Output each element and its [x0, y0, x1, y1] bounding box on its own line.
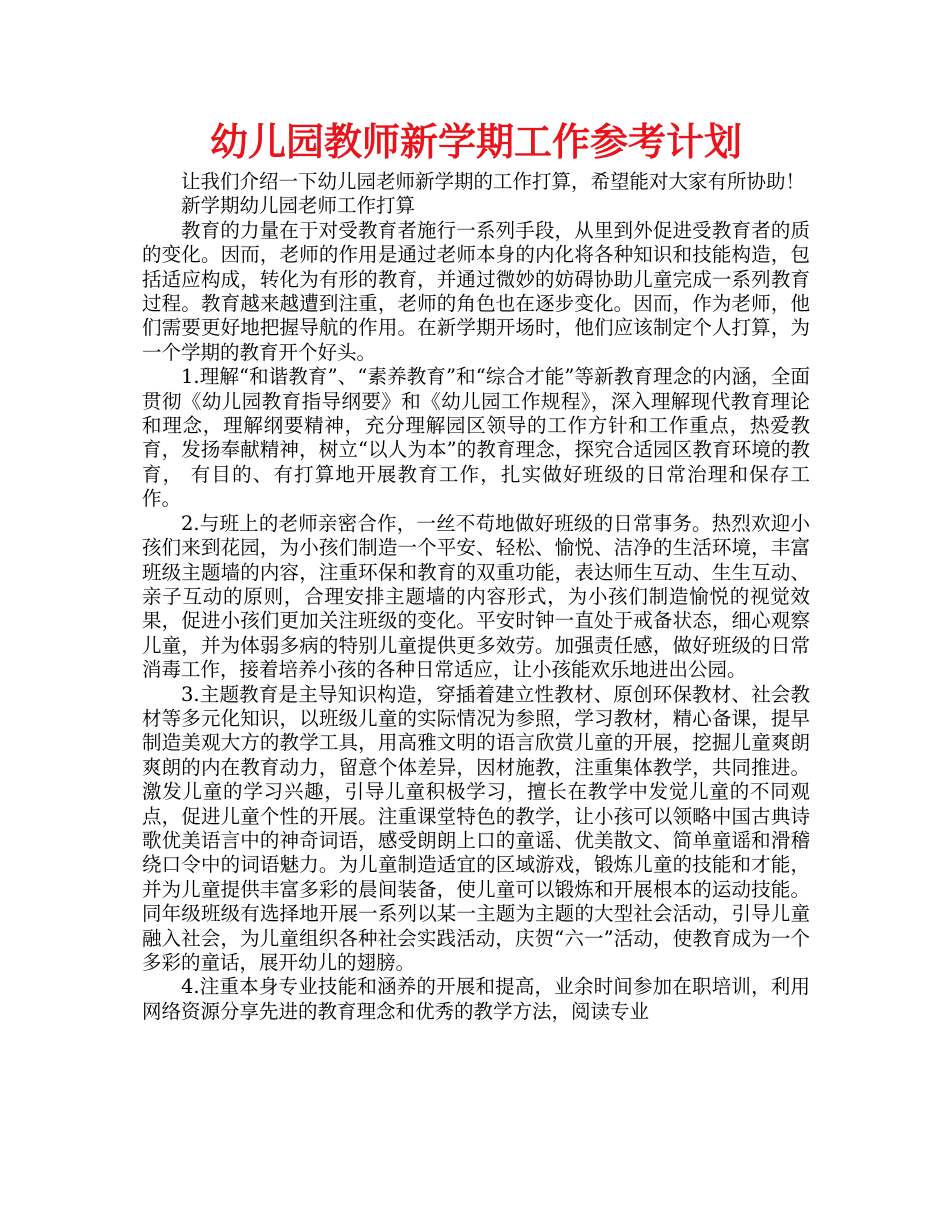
numbered-paragraph-1: 1.理解“和谐教育”、“素养教育”和“综合才能”等新教育理念的内涵，全面贯彻《幼儿园教育指导纲要》和《幼儿园工作规程》，深入理解现代教育理论和理念，理解纲要精神，充分理解园区领导的工作方针和工作重点，热爱教育，发扬奉献精神，树立“以人为本”的教育理念，探究合适园区教育环境的教育， 有目的、有打算地开展教育工作，扎实做好班级的日常治理和保存工作。	[142, 365, 810, 511]
numbered-paragraph-2: 2.与班上的老师亲密合作，一丝不苟地做好班级的日常事务。热烈欢迎小孩们来到花园，为小孩们制造一个平安、轻松、愉悦、洁净的生活环境，丰富班级主题墙的内容，注重环保和教育的双重功能，表达师生互动、生生互动、亲子互动的原则，合理安排主题墙的内容形式，为小孩们制造愉悦的视觉效果，促进小孩们更加关注班级的变化。平安时钟一直处于戒备状态，细心观察儿童，并为体弱多病的特别儿童提供更多效劳。加强责任感，做好班级的日常消毒工作，接着培养小孩的各种日常适应，让小孩能欢乐地进出公园。	[142, 511, 810, 682]
numbered-paragraph-4: 4.注重本身专业技能和涵养的开展和提高，业余时间参加在职培训，利用网络资源分享先进的教育理念和优秀的教学方法，阅读专业	[142, 975, 810, 1023]
numbered-paragraph-3: 3.主题教育是主导知识构造，穿插着建立性教材、原创环保教材、社会教材等多元化知识，以班级儿童的实际情况为参照，学习教材，精心备课，提早制造美观大方的教学工具，用高雅文明的语言欣赏儿童的开展，挖掘儿童爽朗爽朗的内在教育动力，留意个体差异，因材施教，注重集体教学，共同推进。激发儿童的学习兴趣，引导儿童积极学习，擅长在教学中发觉儿童的不同观点，促进儿童个性的开展。注重课堂特色的教学，让小孩可以领略中国古典诗歌优美语言中的神奇词语，感受朗朗上口的童谣、优美散文、简单童谣和滑稽绕口令中的词语魅力。为儿童制造适宜的区域游戏，锻炼儿童的技能和才能，并为儿童提供丰富多彩的晨间装备，使儿童可以锻炼和开展根本的运动技能。同年级班级有选择地开展一系列以某一主题为主题的大型社会活动，引导儿童融入社会，为儿童组织各种社会实践活动，庆贺“六一”活动，使教育成为一个多彩的童话，展开幼儿的翅膀。	[142, 682, 810, 974]
section-heading: 新学期幼儿园老师工作打算	[181, 194, 416, 218]
intro-paragraph: 让我们介绍一下幼儿园老师新学期的工作打算，希望能对大家有所协助！	[181, 170, 806, 193]
document-title: 幼儿园教师新学期工作参考计划	[209, 120, 742, 164]
document-page	[142, 118, 810, 1024]
body-paragraph: 教育的力量在于对受教育者施行一系列手段，从里到外促进受教育者的质的变化。因而，老师的作用是通过老师本身的内化将各种知识和技能构造，包括适应构成，转化为有形的教育，并通过微妙的妨碍协助儿童完成一系列教育过程。教育越来越遭到注重，老师的角色也在逐步变化。因而，作为老师，他们需要更好地把握导航的作用。在新学期开场时，他们应该制定个人打算，为一个学期的教育开个好头。	[142, 218, 810, 364]
